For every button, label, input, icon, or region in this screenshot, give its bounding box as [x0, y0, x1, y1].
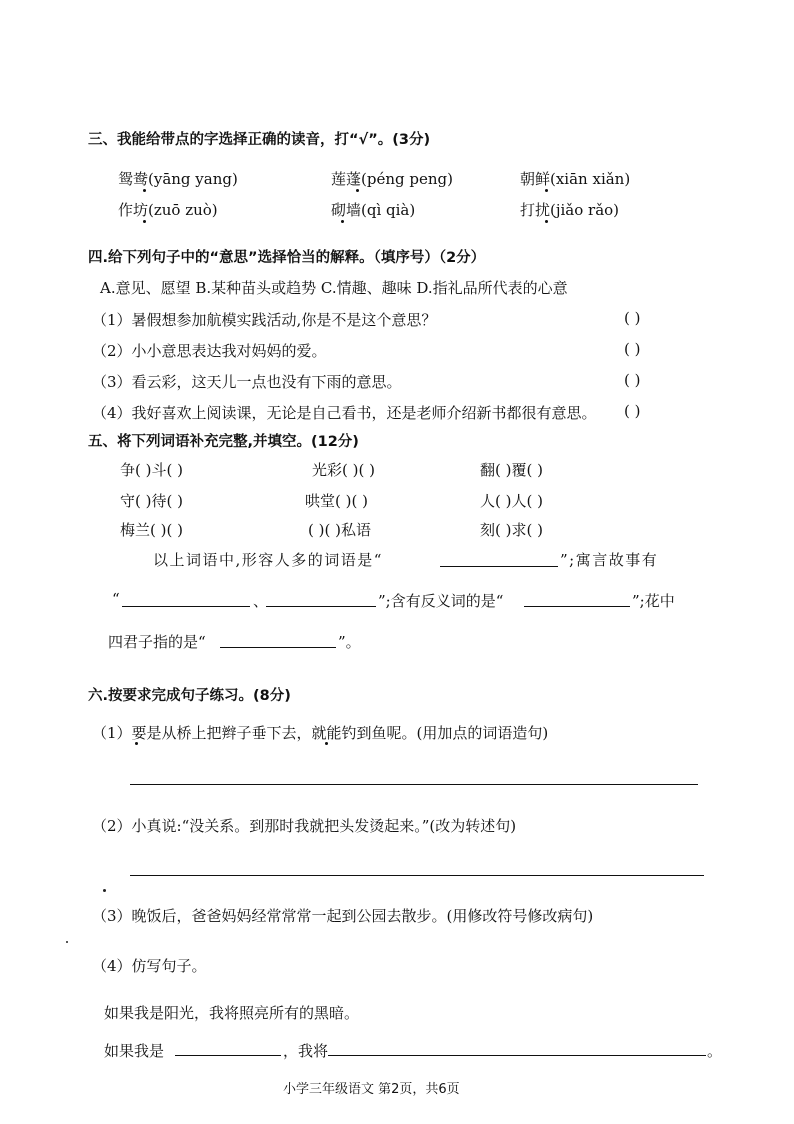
s4-question-4: （4）我好喜欢上阅读课，无论是自己看书，还是老师介绍新书都很有意思。 [92, 404, 597, 422]
s4-question-2: （2）小小意思表达我对妈妈的爱。 [92, 342, 327, 360]
s6-answer-line-2[interactable] [130, 875, 704, 876]
s6-question-4: （4）仿写句子。 [92, 957, 207, 975]
s5-fill-text-b: ”;寓言故事有 [560, 551, 659, 569]
page-footer: 小学三年级语文 第2页，共6页 [283, 1082, 460, 1097]
s5-word-5[interactable]: 哄堂( )( ) [305, 492, 368, 510]
emphasis-dot [143, 189, 146, 192]
s6-fill-text-c: 。 [707, 1042, 723, 1060]
emphasis-dot [545, 189, 548, 192]
s5-word-8[interactable]: ( )( )私语 [308, 521, 371, 539]
s5-answer-line-3[interactable] [266, 606, 376, 607]
s5-word-9[interactable]: 刻( )求( ) [480, 521, 543, 539]
s4-question-3: （3）看云彩，这天儿一点也没有下雨的意思。 [92, 373, 402, 391]
s6-answer-line-4[interactable] [328, 1055, 706, 1056]
s6-example-sentence: 如果我是阳光，我将照亮所有的黑暗。 [104, 1004, 360, 1022]
s3-item-2: 莲蓬(péng peng) [331, 170, 453, 188]
s6-answer-line-1[interactable] [130, 784, 698, 785]
s5-answer-line-4[interactable] [524, 606, 630, 607]
s5-word-4[interactable]: 守( )待( ) [120, 492, 183, 510]
s3-item-3: 朝鲜(xiān xiǎn) [520, 170, 631, 188]
s5-word-1[interactable]: 争( )斗( ) [120, 461, 183, 479]
emphasis-dot [325, 742, 328, 745]
emphasis-dot [135, 742, 138, 745]
s5-fill-text-f: ”;花中 [632, 592, 675, 610]
s5-fill-text-c: “ [112, 590, 120, 608]
section-3-title: 三、我能给带点的字选择正确的读音，打“√”。(3分) [88, 132, 431, 148]
section-4-title: 四.给下列句子中的“意思”选择恰当的解释。（填序号）（2分） [88, 250, 486, 266]
emphasis-dot [545, 220, 548, 223]
s3-item-6: 打扰(jiǎo rǎo) [520, 201, 620, 219]
s6-question-2: （2）小真说:“没关系。到那时我就把头发烫起来。”(改为转述句) [92, 817, 517, 835]
s5-fill-text-g: 四君子指的是“ [108, 633, 206, 651]
s5-fill-text-e: ”;含有反义词的是“ [378, 592, 504, 610]
s6-fill-text-a: 如果我是 [104, 1042, 165, 1060]
s5-fill-text-h: ”。 [338, 633, 361, 651]
s6-question-3: （3）晚饭后，爸爸妈妈经常常常一起到公园去散步。(用修改符号修改病句) [92, 907, 594, 925]
s4-answer-blank-4[interactable]: ( ) [624, 402, 641, 420]
s4-options: A.意见、愿望 B.某种苗头或趋势 C.情趣、趣味 D.指礼品所代表的心意 [100, 279, 568, 297]
s4-question-1: （1）暑假想参加航模实践活动,你是不是这个意思？ [92, 311, 437, 329]
section-6-title: 六.按要求完成句子练习。(8分) [88, 688, 291, 704]
s4-answer-blank-3[interactable]: ( ) [624, 371, 641, 389]
s6-question-1: （1）要是从桥上把辫子垂下去，就能钓到鱼呢。(用加点的词语造句) [92, 724, 549, 742]
scan-speck [103, 889, 106, 892]
s5-word-2[interactable]: 光彩( )( ) [312, 461, 375, 479]
s5-fill-text-a: 以上词语中,形容人多的词语是“ [153, 551, 383, 569]
s3-item-1: 鸳鸯(yāng yang) [118, 170, 238, 188]
s3-item-4: 作坊(zuō zuò) [118, 201, 218, 219]
s5-word-6[interactable]: 人( )人( ) [480, 492, 543, 510]
s5-answer-line-5[interactable] [220, 647, 336, 648]
s5-answer-line-2[interactable] [122, 606, 250, 607]
s5-word-7[interactable]: 梅兰( )( ) [120, 521, 183, 539]
s6-answer-line-3[interactable] [175, 1055, 281, 1056]
s5-fill-text-d: 、 [253, 592, 269, 610]
section-5-title: 五、将下列词语补充完整,并填空。(12分) [88, 434, 359, 450]
s5-word-3[interactable]: 翻( )覆( ) [480, 461, 543, 479]
s4-answer-blank-2[interactable]: ( ) [624, 340, 641, 358]
s6-fill-text-b: ，我将 [283, 1042, 329, 1060]
scan-speck [66, 941, 68, 943]
s4-answer-blank-1[interactable]: ( ) [624, 309, 641, 327]
emphasis-dot [341, 220, 344, 223]
s3-item-5: 砌墙(qì qià) [331, 201, 416, 219]
emphasis-dot [143, 220, 146, 223]
s5-answer-line-1[interactable] [440, 566, 558, 567]
emphasis-dot [356, 189, 359, 192]
